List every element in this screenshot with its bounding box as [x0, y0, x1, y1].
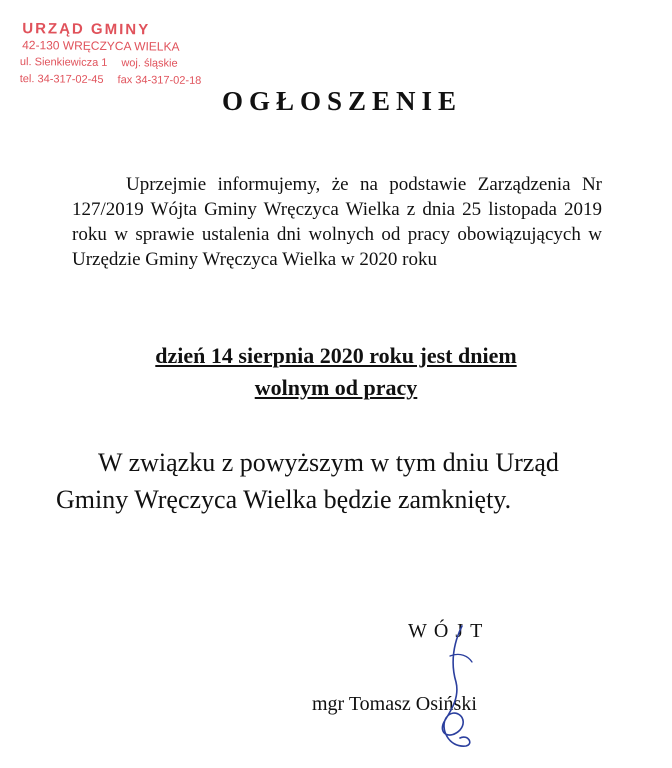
intro-text: Uprzejmie informujemy, że na podstawie Zarządzenia Nr 127/2019 Wójta Gminy Wręczyca Wielka z dnia 25 listopada 2019 roku w sprawie ustalenia dni wolnych od pracy obowiązujących w Urzędzie Gminy Wręczyca Wielka w 2020 roku	[72, 174, 602, 270]
closing-paragraph	[56, 444, 616, 518]
day-off-line-2: wolnym od pracy	[254, 375, 418, 400]
stamp-region: woj. śląskie	[121, 57, 178, 70]
closing-text: W związku z powyższym w tym dniu Urząd Gminy Wręczyca Wielka będzie zamknięty.	[56, 448, 559, 514]
intro-paragraph	[72, 172, 602, 272]
signature-name: mgr Tomasz Osiński	[312, 693, 477, 715]
day-off-line-1: dzień 14 sierpnia 2020 roku jest dniem	[155, 343, 517, 368]
day-off-notice	[0, 340, 672, 404]
handwritten-signature	[410, 622, 500, 752]
stamp-phone: tel. 34-317-02-45	[19, 73, 104, 86]
announcement-title: OGŁOSZENIE	[221, 86, 463, 116]
stamp-office: URZĄD GMINY	[22, 20, 151, 39]
stamp-postal: 42-130 WRĘCZYCA WIELKA	[22, 38, 180, 54]
signature-title: WÓJT	[408, 620, 490, 642]
stamp-address-row	[20, 54, 200, 73]
stamp-fax: fax 34-317-02-18	[117, 74, 202, 87]
stamp-street: ul. Sienkiewicza 1	[19, 56, 108, 69]
